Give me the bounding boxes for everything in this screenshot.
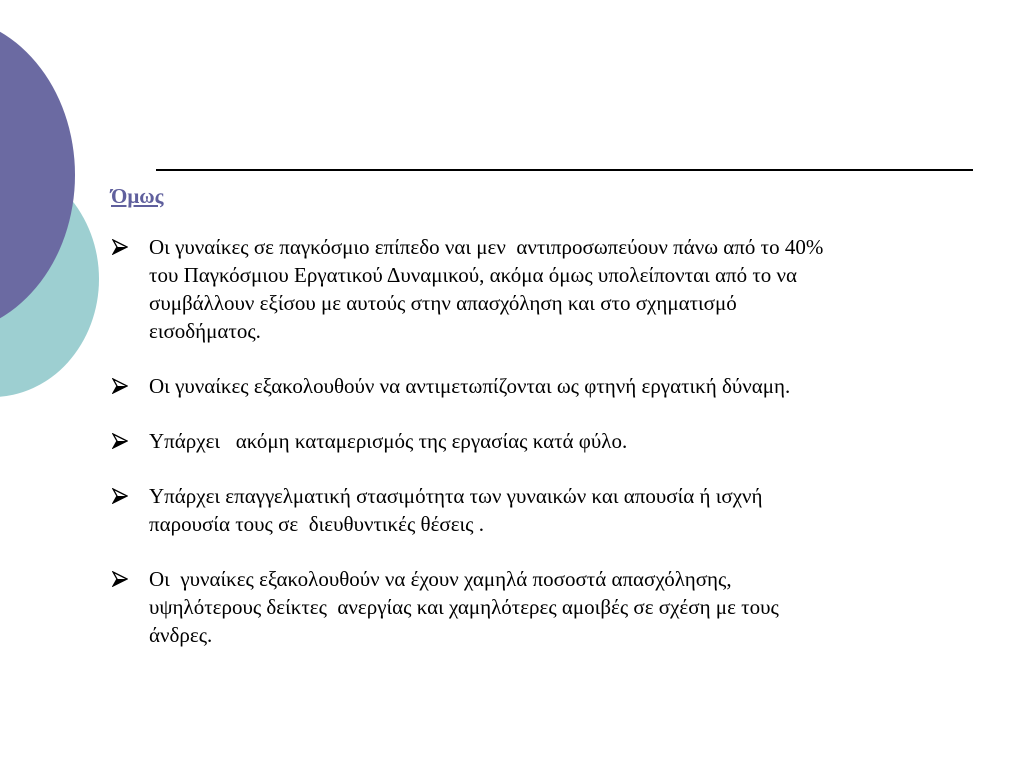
bullet-item (111, 233, 981, 345)
arrow-bullet-icon (112, 571, 128, 587)
slide-heading: Όμως (111, 184, 164, 208)
arrow-bullet-icon (112, 239, 128, 255)
bullet-text-line: υψηλότερους δείκτες ανεργίας και χαμηλότερες αμοιβές σε σχέση με τους (149, 595, 779, 619)
bullet-item (111, 482, 981, 538)
bullet-item (111, 565, 981, 649)
arrow-bullet-icon (112, 378, 128, 394)
bullet-text-line: άνδρες. (149, 623, 213, 647)
bullet-text-line: εισοδήματος. (149, 319, 261, 343)
arrow-bullet-icon (112, 433, 128, 449)
title-rule (156, 169, 973, 171)
bullet-text-line: Οι γυναίκες σε παγκόσμιο επίπεδο ναι μεν αντιπροσωπεύουν πάνω από το 40% (149, 235, 824, 259)
bullet-item (111, 372, 981, 400)
bullet-text-line: Οι γυναίκες εξακολουθούν να αντιμετωπίζονται ως φτηνή εργατική δύναμη. (149, 374, 791, 398)
bullet-text-line: συμβάλλουν εξίσου με αυτούς στην απασχόληση και στο σχηματισμό (149, 291, 737, 315)
bullet-text-line: του Παγκόσμιου Εργατικού Δυναμικού, ακόμα όμως υπολείπονται από το να (149, 263, 798, 287)
arrow-bullet-icon (112, 488, 128, 504)
bullet-text-line: Υπάρχει επαγγελματική στασιμότητα των γυναικών και απουσία ή ισχνή (149, 484, 763, 508)
bullet-text-line: Οι γυναίκες εξακολουθούν να έχουν χαμηλά ποσοστά απασχόλησης, (149, 567, 732, 591)
bullet-item (111, 427, 981, 455)
bullet-list (111, 233, 981, 676)
bullet-text-line: Υπάρχει ακόμη καταμερισμός της εργασίας κατά φύλο. (149, 429, 628, 453)
bullet-text-line: παρουσία τους σε διευθυντικές θέσεις . (149, 512, 484, 536)
